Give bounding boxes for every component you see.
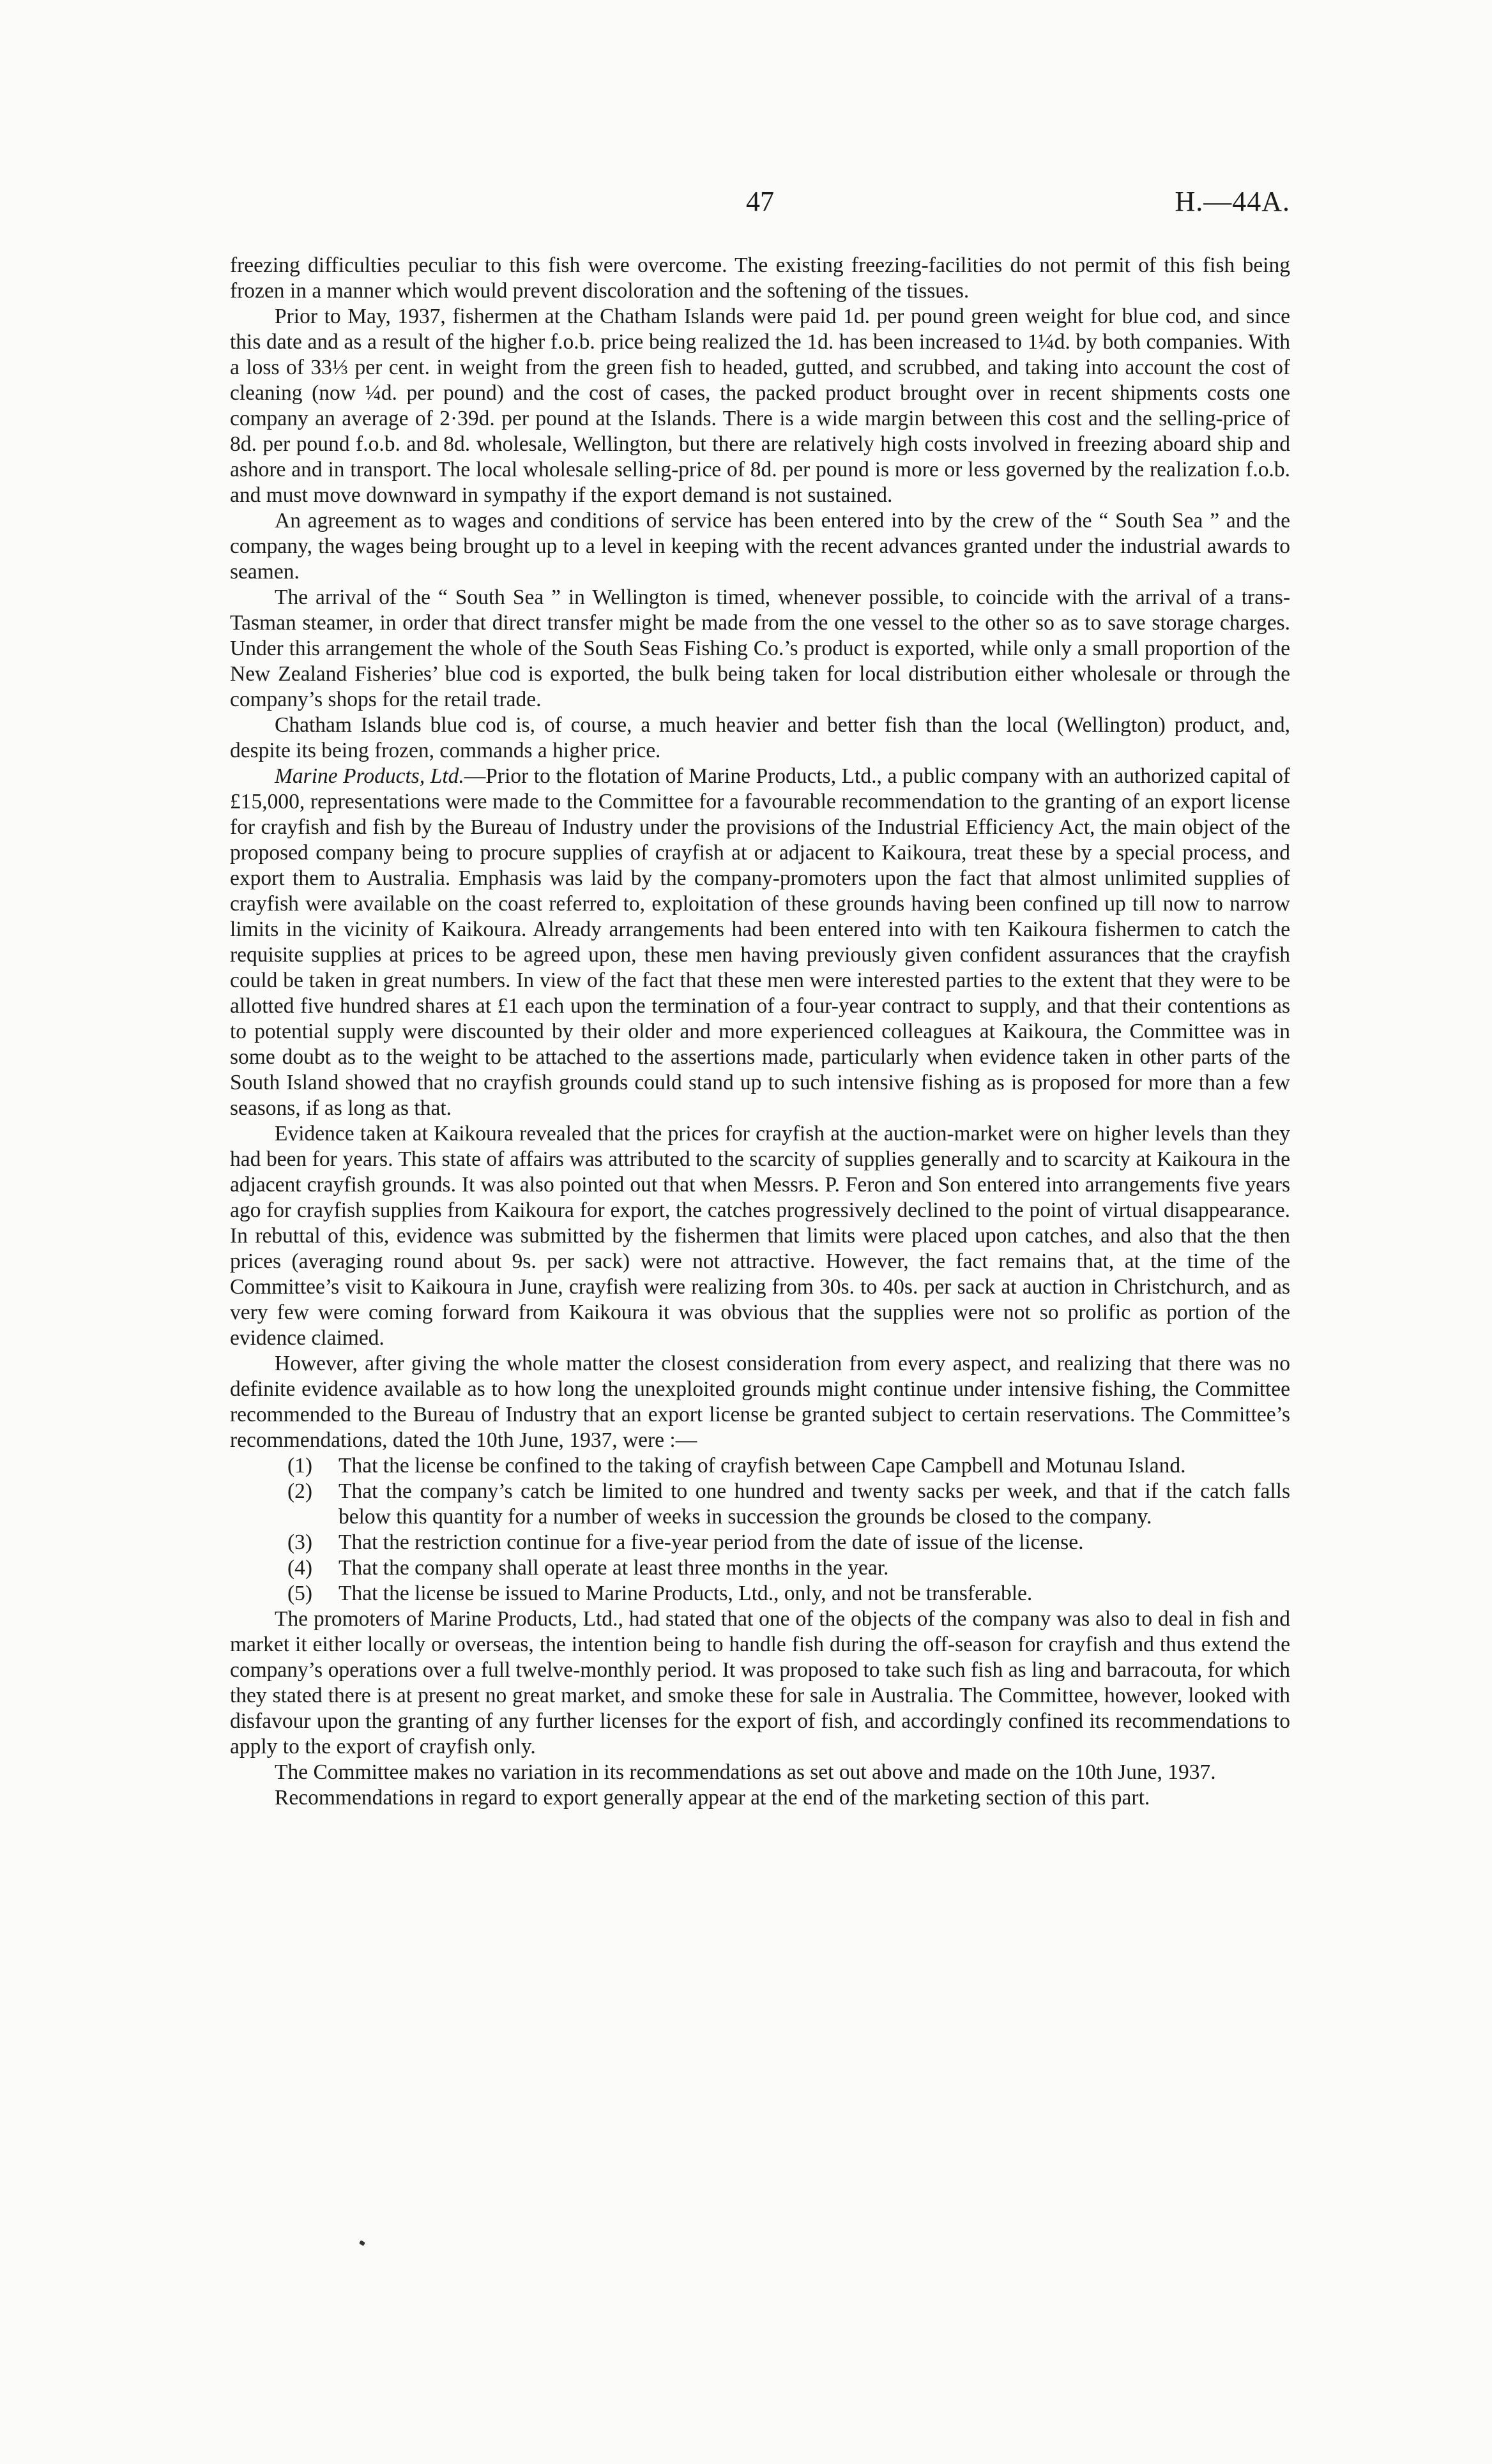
paragraph-9: The promoters of Marine Products, Ltd., had stated that one of the objects of the company was also to deal in fish and market it either locally or overseas, the intention being to handle fish during the off-season for crayfish and thus extend the company’s operations over a full twelve-monthly period. It was proposed to take such fish as ling and barracouta, for which they stated there is at present no great market, and smoke these for sale in Australia. The Committee, however, looked with disfavour upon the granting of any further licenses for the export of fish, and accordingly confined its recommendations to apply to the export of crayfish only. xyxy=(230,1607,1290,1758)
recommendation-number: (5) xyxy=(287,1582,313,1605)
paragraph-6-text: —Prior to the flotation of Marine Products, Ltd., a public company with an authorized capital of £15,000, representations were made to the Committee for a favourable recommendation to the granting of an export license for crayfish and fish by the Bureau of Industry under the provisions of the Industrial Efficiency Act, the main object of the proposed company being to procure supplies of crayfish at or adjacent to Kaikoura, treat these by a special process, and export them to Australia. Emphasis was laid by the company-promoters upon the fact that almost unlimited supplies of crayfish were available on the coast referred to, exploitation of these grounds having been confined up till now to narrow limits in the vicinity of Kaikoura. Already arrangements had been entered into with ten Kaikoura fishermen to catch the requisite supplies at prices to be agreed upon, these men having previously given confident assurances that the crayfish could be taken in great numbers. In view of the fact that these men were interested parties to the extent that they were to be allotted five hundred shares at £1 each upon the termination of a four-year contract to supply, and that their contentions as to potential supply were discounted by their older and more experienced colleagues at Kaikoura, the Committee was in some doubt as to the weight to be attached to the assertions made, particularly when evidence taken in other parts of the South Island showed that no crayfish grounds could stand up to such intensive fishing as is proposed for more than a few seasons, if as long as that. xyxy=(230,764,1291,1120)
recommendation-text: That the license be confined to the taking of crayfish between Cape Campbell and Motunau Island. xyxy=(339,1454,1186,1478)
recommendation-item xyxy=(230,1581,1290,1606)
paragraph-5: Chatham Islands blue cod is, of course, a much heavier and better fish than the local (Wellington) product, and, despite its being frozen, commands a higher price. xyxy=(230,713,1290,762)
recommendation-text: That the company’s catch be limited to one hundred and twenty sacks per week, and that if the catch falls below this quantity for a number of weeks in succession the grounds be closed to the company. xyxy=(339,1479,1290,1529)
paragraph-2: Prior to May, 1937, fishermen at the Chatham Islands were paid 1d. per pound green weight for blue cod, and since this date and as a result of the higher f.o.b. price being realized the 1d. has been increased to 1¼d. by both companies. With a loss of 33⅓ per cent. in weight from the green fish to headed, gutted, and scrubbed, and taking into account the cost of cleaning (now ¼d. per pound) and the cost of cases, the packed product brought over in recent shipments costs one company an average of 2·39d. per pound at the Islands. There is a wide margin between this cost and the selling-price of 8d. per pound f.o.b. and 8d. wholesale, Wellington, but there are relatively high costs involved in freezing aboard ship and ashore and in transport. The local wholesale selling-price of 8d. per pound is more or less governed by the realization f.o.b. and must move downward in sympathy if the export demand is not sustained. xyxy=(230,305,1290,507)
paragraph-3: An agreement as to wages and conditions of service has been entered into by the crew of the “ South Sea ” and the company, the wages being brought up to a level in keeping with the recent advances granted under the industrial awards to seamen. xyxy=(230,509,1290,584)
section-heading-marine-products: Marine Products, Ltd. xyxy=(275,764,464,788)
paragraph-6 xyxy=(230,764,1290,1121)
recommendation-number: (4) xyxy=(287,1556,313,1580)
paragraph-11: Recommendations in regard to export generally appear at the end of the marketing section of this part. xyxy=(275,1786,1150,1810)
recommendation-number: (1) xyxy=(287,1454,313,1478)
recommendations-list xyxy=(230,1453,1290,1606)
recommendation-item xyxy=(230,1479,1290,1530)
paragraph-10: The Committee makes no variation in its recommendations as set out above and made on the 10th June, 1937. xyxy=(275,1760,1216,1784)
paragraph-1: freezing difficulties peculiar to this fish were overcome. The existing freezing-facilities do not permit of this fish being frozen in a manner which would prevent discoloration and the softening of the tissues. xyxy=(230,253,1290,303)
body-text xyxy=(230,253,1290,1811)
document-reference: H.—44A. xyxy=(1175,186,1290,217)
recommendation-item xyxy=(230,1530,1290,1555)
paragraph-7: Evidence taken at Kaikoura revealed that the prices for crayfish at the auction-market were on higher levels than they had been for years. This state of affairs was attributed to the scarcity of supplies generally and to scarcity at Kaikoura in the adjacent crayfish grounds. It was also pointed out that when Messrs. P. Feron and Son entered into arrangements five years ago for crayfish supplies from Kaikoura for export, the catches progressively declined to the point of virtual disappearance. In rebuttal of this, evidence was submitted by the fishermen that limits were placed upon catches, and also that the then prices (averaging round about 9s. per sack) were not attractive. However, the fact remains that, at the time of the Committee’s visit to Kaikoura in June, crayfish were realizing from 30s. to 40s. per sack at auction in Christchurch, and as very few were coming forward from Kaikoura it was obvious that the supplies were not so prolific as portion of the evidence claimed. xyxy=(230,1122,1290,1350)
recommendation-number: (3) xyxy=(287,1531,313,1554)
ink-speck xyxy=(359,2240,365,2246)
paragraph-8: However, after giving the whole matter the closest consideration from every aspect, and realizing that there was no definite evidence available as to how long the unexploited grounds might continue under intensive fishing, the Committee recommended to the Bureau of Industry that an export license be granted subject to certain reservations. The Committee’s recommendations, dated the 10th June, 1937, were :— xyxy=(230,1352,1290,1452)
recommendation-text: That the company shall operate at least three months in the year. xyxy=(339,1556,889,1580)
recommendation-text: That the license be issued to Marine Products, Ltd., only, and not be transferable. xyxy=(339,1582,1033,1605)
page-number: 47 xyxy=(746,186,774,217)
recommendation-text: That the restriction continue for a five-year period from the date of issue of the license. xyxy=(339,1531,1084,1554)
page-header xyxy=(230,185,1290,223)
recommendation-item xyxy=(230,1555,1290,1581)
recommendation-number: (2) xyxy=(287,1479,313,1503)
recommendation-item xyxy=(230,1453,1290,1479)
paragraph-4: The arrival of the “ South Sea ” in Wellington is timed, whenever possible, to coincide with the arrival of a trans-Tasman steamer, in order that direct transfer might be made from the one vessel to the other so as to save storage charges. Under this arrangement the whole of the South Seas Fishing Co.’s product is exported, while only a small proportion of the New Zealand Fisheries’ blue cod is exported, the bulk being taken for local distribution either wholesale or through the company’s shops for the retail trade. xyxy=(230,586,1290,711)
